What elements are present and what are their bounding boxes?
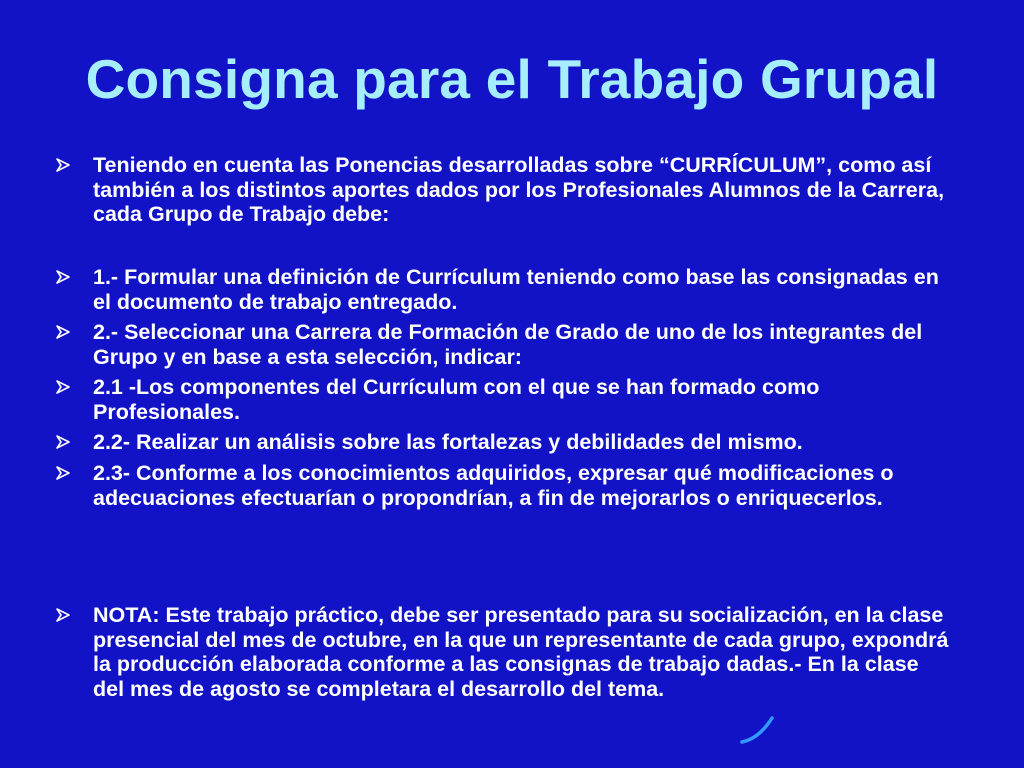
bullet-item-2 [55,320,955,369]
bullet-item-nota [55,603,955,701]
bullet-item-2-1 [55,375,955,424]
arrowhead-bullet-icon [55,157,71,173]
arrowhead-bullet-icon [55,607,71,623]
arrowhead-bullet-icon [55,269,71,285]
bullet-text: 1.- Formular una definición de Currículum teniendo como base las consignadas en el documento de trabajo entregado. [93,265,939,314]
bullet-item-intro [55,153,955,227]
arrowhead-bullet-icon [55,379,71,395]
bullet-item-2-2 [55,430,955,455]
bullet-item-2-3 [55,461,955,510]
bullet-text: 2.1 -Los componentes del Currículum con el que se han formado como Profesionales. [93,375,820,424]
bullet-item-1 [55,265,955,314]
arrowhead-bullet-icon [55,465,71,481]
bullet-text: NOTA: Este trabajo práctico, debe ser presentado para su socialización, en la clase presencial del mes de octubre, en la que un representante de cada grupo, expondrá la producción elaborada conforme a las consignas de trabajo dadas.- En la clase del mes de agosto se completara el desarrollo del tema. [93,603,949,701]
bullet-text: 2.3- Conforme a los conocimientos adquiridos, expresar qué modificaciones o adecuaciones efectuarían o propondrían, a fin de mejorarlos o enriquecerlos. [93,461,894,510]
slide-title: Consigna para el Trabajo Grupal [85,48,939,110]
bullet-text: Teniendo en cuenta las Ponencias desarrolladas sobre “CURRÍCULUM”, como así también a los distintos aportes dados por los Profesionales Alumnos de la Carrera, cada Grupo de Trabajo debe: [93,153,945,226]
bullet-text: 2.2- Realizar un análisis sobre las fortalezas y debilidades del mismo. [93,430,803,454]
swoosh-decoration-icon [738,712,782,746]
arrowhead-bullet-icon [55,434,71,450]
arrowhead-bullet-icon [55,324,71,340]
bullet-text: 2.- Seleccionar una Carrera de Formación de Grado de uno de los integrantes del Grupo y en base a esta selección, indicar: [93,320,923,369]
